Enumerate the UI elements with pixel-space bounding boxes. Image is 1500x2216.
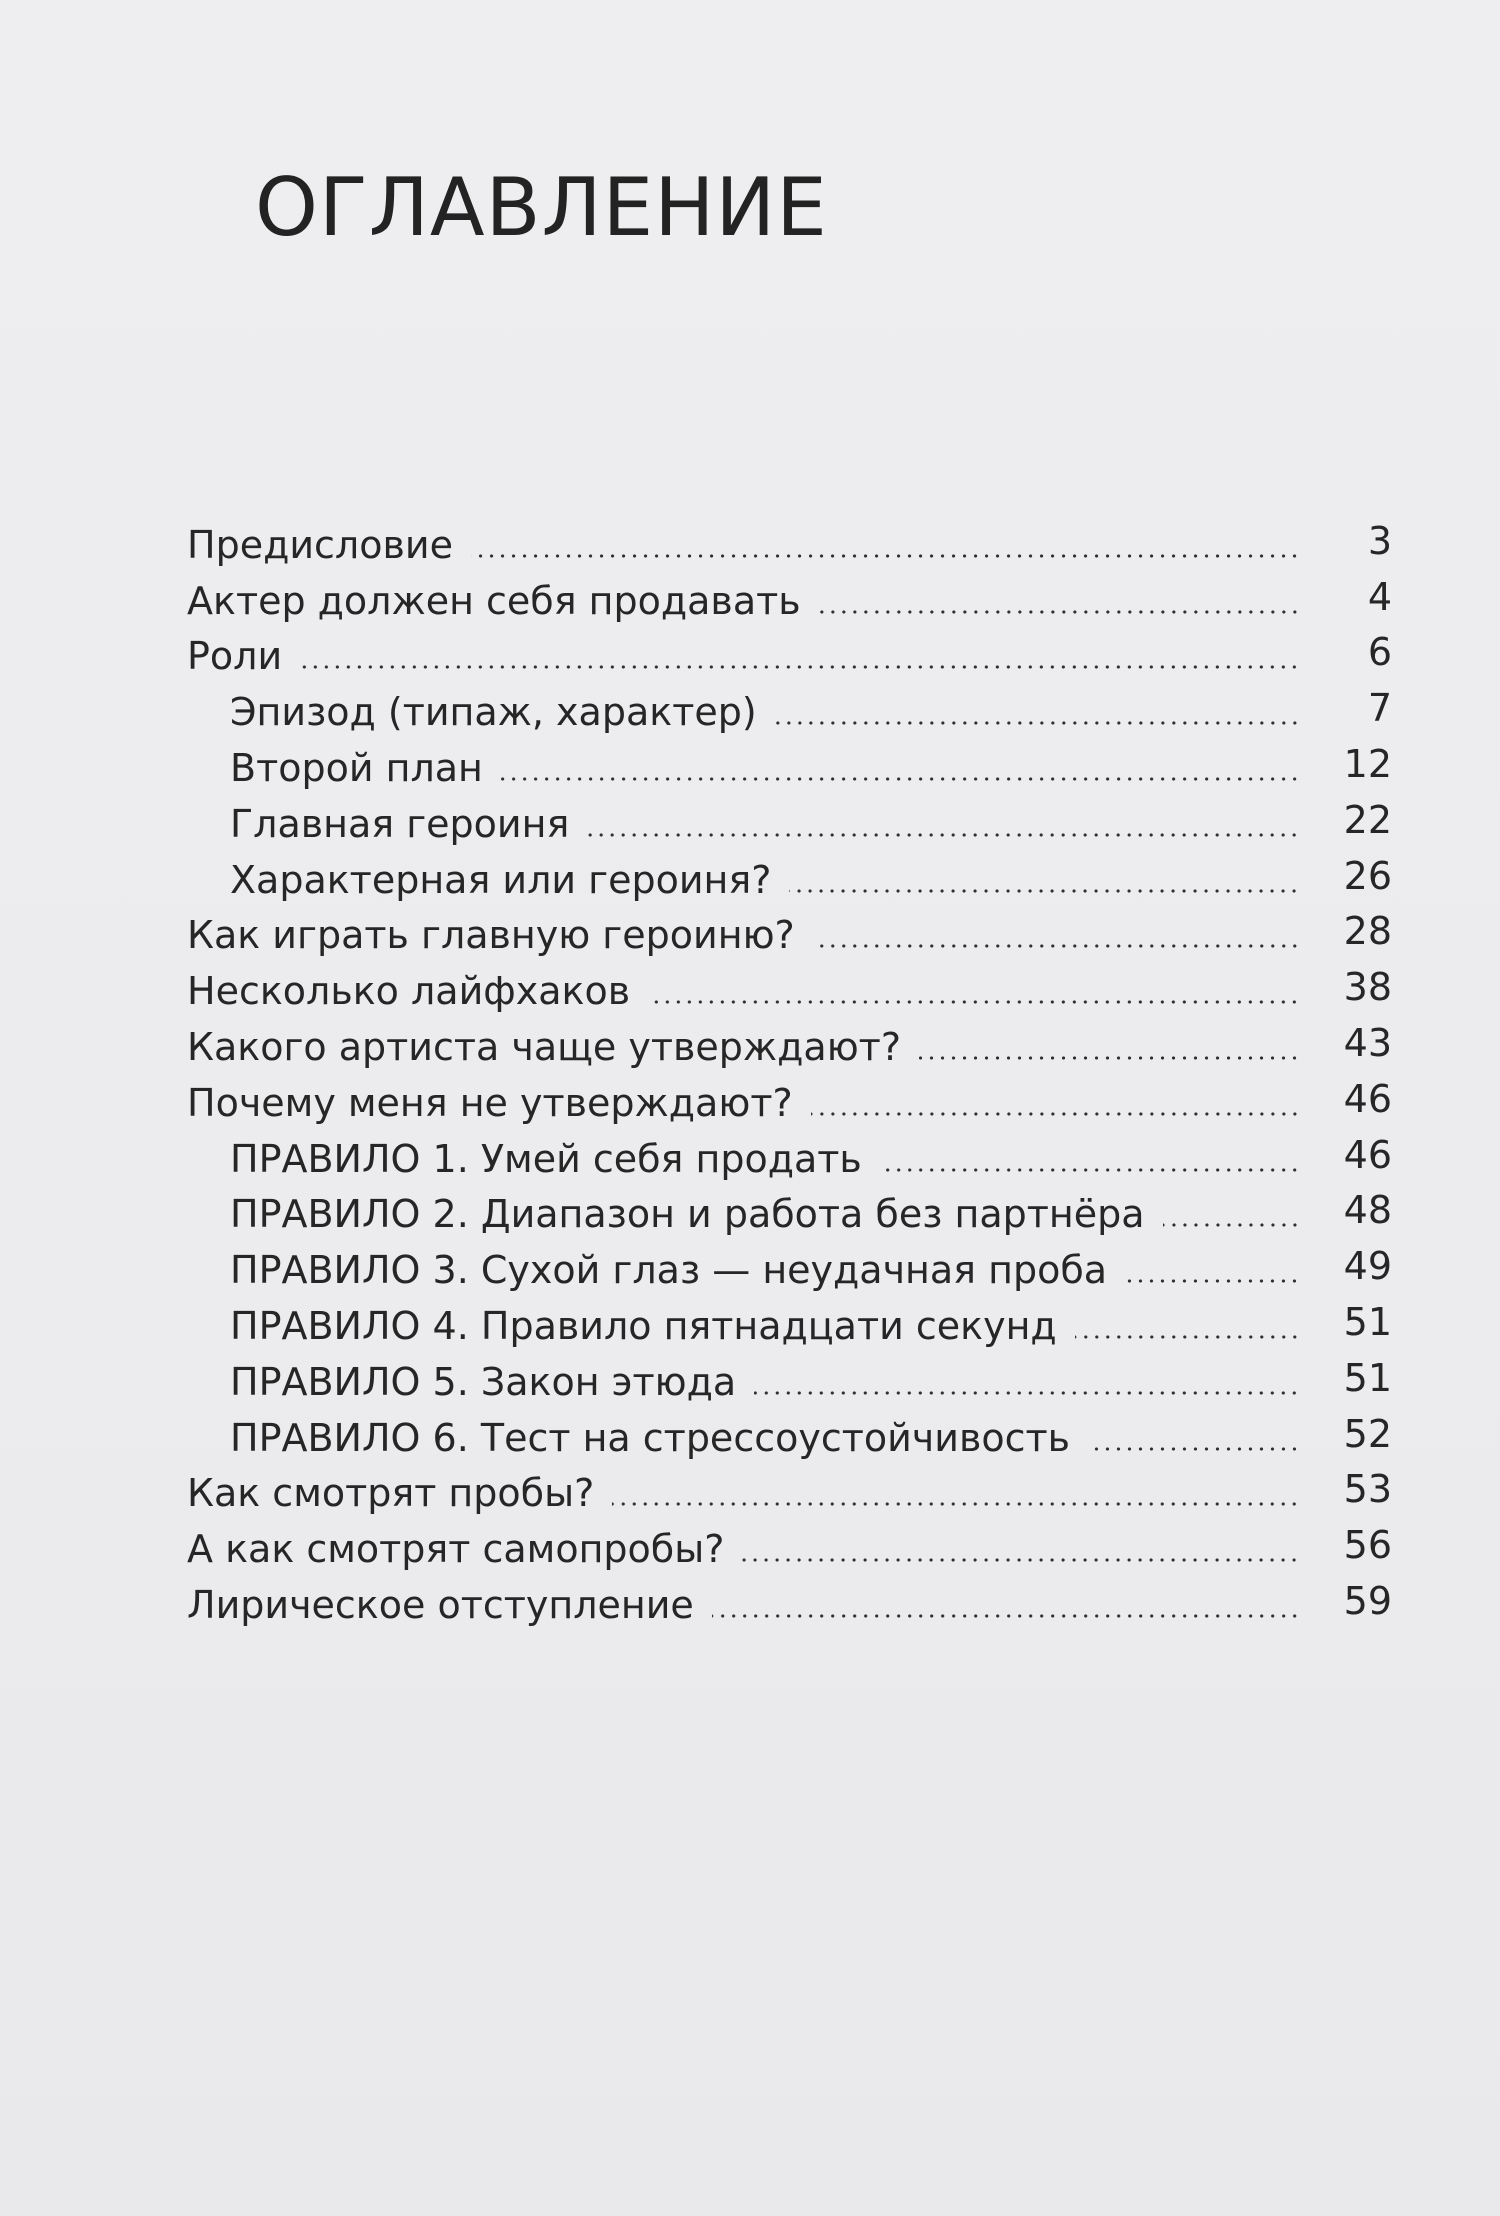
toc-entry-title: Актер должен себя продавать <box>187 578 801 623</box>
toc-page-number: 52 <box>1343 1411 1392 1456</box>
dot-leader <box>811 1112 1300 1116</box>
toc-page-number: 4 <box>1367 574 1392 619</box>
table-of-contents <box>0 516 1500 1632</box>
toc-entry-title: Почему меня не утверждают? <box>187 1080 793 1125</box>
page-title: ОГЛАВЛЕНИЕ <box>255 161 828 254</box>
toc-page-number: 53 <box>1343 1467 1392 1512</box>
dot-leader <box>712 1614 1300 1618</box>
toc-entry-title: ПРАВИЛО 6. Тест на стрессоустойчивость <box>230 1415 1071 1460</box>
toc-entry[interactable] <box>0 572 1500 628</box>
dot-leader <box>742 1558 1300 1562</box>
dot-leader <box>819 610 1300 614</box>
dot-leader <box>813 944 1300 948</box>
toc-entry-title: ПРАВИЛО 3. Сухой глаз — неудачная проба <box>230 1248 1108 1293</box>
toc-entry-title: ПРАВИЛО 4. Правило пятнадцати секунд <box>230 1303 1057 1348</box>
toc-entry-title: Характерная или героиня? <box>230 857 772 902</box>
dot-leader <box>754 1391 1300 1395</box>
toc-entry-title: ПРАВИЛО 2. Диапазон и работа без партнёра <box>230 1192 1145 1237</box>
toc-entry[interactable] <box>0 1018 1500 1074</box>
toc-page-number: 26 <box>1343 853 1392 898</box>
toc-entry[interactable] <box>0 628 1500 684</box>
dot-leader <box>471 554 1300 558</box>
dot-leader <box>1075 1335 1300 1339</box>
toc-entry[interactable] <box>0 851 1500 907</box>
toc-page-number: 56 <box>1343 1523 1392 1568</box>
toc-entry[interactable] <box>0 1465 1500 1521</box>
toc-entry-title: Какого артиста чаще утверждают? <box>187 1024 901 1069</box>
dot-leader <box>1163 1223 1300 1227</box>
dot-leader <box>587 833 1300 837</box>
dot-leader <box>300 665 1300 669</box>
toc-entry-title: ПРАВИЛО 1. Умей себя продать <box>230 1136 862 1181</box>
toc-entry-title: Главная героиня <box>230 801 570 846</box>
toc-entry[interactable] <box>0 1130 1500 1186</box>
toc-entry[interactable] <box>0 1576 1500 1632</box>
toc-entry-title: Несколько лайфхаков <box>187 969 631 1014</box>
toc-page-number: 43 <box>1343 1020 1392 1065</box>
toc-entry[interactable] <box>0 1297 1500 1353</box>
toc-page-number: 38 <box>1343 965 1392 1010</box>
toc-entry-title: Эпизод (типаж, характер) <box>230 690 757 735</box>
toc-entry[interactable] <box>0 1353 1500 1409</box>
toc-page-number: 46 <box>1343 1076 1392 1121</box>
toc-page-number: 3 <box>1367 518 1392 563</box>
toc-page-number: 51 <box>1343 1355 1392 1400</box>
toc-page-number: 59 <box>1343 1578 1392 1623</box>
dot-leader <box>880 1168 1300 1172</box>
toc-entry[interactable] <box>0 516 1500 572</box>
toc-page-number: 51 <box>1343 1299 1392 1344</box>
toc-entry-title: Предисловие <box>187 522 453 567</box>
toc-entry-title: А как смотрят самопробы? <box>187 1527 725 1572</box>
toc-page-number: 12 <box>1343 741 1392 786</box>
toc-entry-title: Второй план <box>230 745 483 790</box>
dot-leader <box>612 1502 1300 1506</box>
toc-page-number: 46 <box>1343 1132 1392 1177</box>
dot-leader <box>775 721 1300 725</box>
toc-page-number: 22 <box>1343 797 1392 842</box>
dot-leader <box>1088 1447 1300 1451</box>
toc-entry-title: Роли <box>187 634 283 679</box>
toc-entry[interactable] <box>0 907 1500 963</box>
toc-entry[interactable] <box>0 1241 1500 1297</box>
toc-entry-title: Как играть главную героиню? <box>187 913 795 958</box>
toc-page-number: 49 <box>1343 1244 1392 1289</box>
dot-leader <box>648 1000 1300 1004</box>
toc-entry-title: ПРАВИЛО 5. Закон этюда <box>230 1359 737 1404</box>
toc-entry[interactable] <box>0 795 1500 851</box>
dot-leader <box>1125 1279 1300 1283</box>
toc-entry[interactable] <box>0 1186 1500 1242</box>
toc-page-number: 6 <box>1367 630 1392 675</box>
toc-entry[interactable] <box>0 962 1500 1018</box>
toc-page-number: 28 <box>1343 909 1392 954</box>
toc-page-number: 7 <box>1367 686 1392 731</box>
dot-leader <box>919 1056 1300 1060</box>
toc-page-number: 48 <box>1343 1188 1392 1233</box>
toc-entry-title: Как смотрят пробы? <box>187 1471 595 1516</box>
toc-entry-title: Лирическое отступление <box>187 1582 694 1627</box>
dot-leader <box>501 777 1300 781</box>
toc-entry[interactable] <box>0 1520 1500 1576</box>
toc-entry[interactable] <box>0 683 1500 739</box>
toc-entry[interactable] <box>0 1409 1500 1465</box>
toc-entry[interactable] <box>0 1074 1500 1130</box>
dot-leader <box>789 889 1300 893</box>
toc-entry[interactable] <box>0 739 1500 795</box>
